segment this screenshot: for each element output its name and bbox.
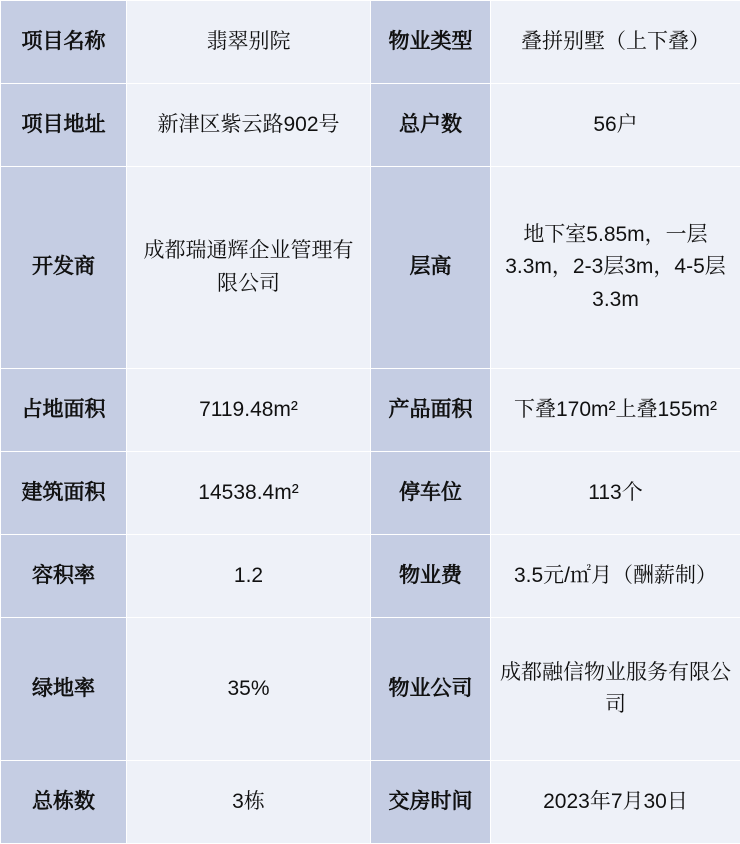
row-label-product-area: 产品面积 — [371, 369, 491, 452]
row-value-project-name: 翡翠别院 — [127, 1, 371, 84]
row-label-project-address: 项目地址 — [1, 84, 127, 167]
row-value-plot-ratio: 1.2 — [127, 535, 371, 618]
row-value-building-count: 3栋 — [127, 760, 371, 843]
row-label-land-area: 占地面积 — [1, 369, 127, 452]
row-value-project-address: 新津区紫云路902号 — [127, 84, 371, 167]
row-value-property-type: 叠拼别墅（上下叠） — [491, 1, 740, 84]
row-label-building-count: 总栋数 — [1, 760, 127, 843]
row-label-property-type: 物业类型 — [371, 1, 491, 84]
row-label-plot-ratio: 容积率 — [1, 535, 127, 618]
row-value-delivery-time: 2023年7月30日 — [491, 760, 740, 843]
table-row — [1, 1, 740, 84]
row-value-product-area: 下叠170m²上叠155m² — [491, 369, 740, 452]
row-value-property-company: 成都融信物业服务有限公司 — [491, 618, 740, 760]
row-label-floor-height: 层高 — [371, 167, 491, 369]
table-row — [1, 535, 740, 618]
row-value-building-area: 14538.4m² — [127, 452, 371, 535]
table-row — [1, 84, 740, 167]
table-row — [1, 167, 740, 369]
row-value-land-area: 7119.48m² — [127, 369, 371, 452]
table-body — [1, 1, 740, 844]
table-row — [1, 760, 740, 843]
row-label-delivery-time: 交房时间 — [371, 760, 491, 843]
row-value-developer: 成都瑞通辉企业管理有限公司 — [127, 167, 371, 369]
row-value-floor-height: 地下室5.85m，一层3.3m，2-3层3m，4-5层3.3m — [491, 167, 740, 369]
row-label-green-ratio: 绿地率 — [1, 618, 127, 760]
row-label-building-area: 建筑面积 — [1, 452, 127, 535]
row-value-property-fee: 3.5元/㎡月（酬薪制） — [491, 535, 740, 618]
row-label-developer: 开发商 — [1, 167, 127, 369]
row-label-project-name: 项目名称 — [1, 1, 127, 84]
row-value-parking-spaces: 113个 — [491, 452, 740, 535]
row-label-total-households: 总户数 — [371, 84, 491, 167]
row-value-green-ratio: 35% — [127, 618, 371, 760]
row-label-property-fee: 物业费 — [371, 535, 491, 618]
row-label-parking-spaces: 停车位 — [371, 452, 491, 535]
table-row — [1, 452, 740, 535]
table-row — [1, 618, 740, 760]
row-label-property-company: 物业公司 — [371, 618, 491, 760]
row-value-total-households: 56户 — [491, 84, 740, 167]
table-row — [1, 369, 740, 452]
